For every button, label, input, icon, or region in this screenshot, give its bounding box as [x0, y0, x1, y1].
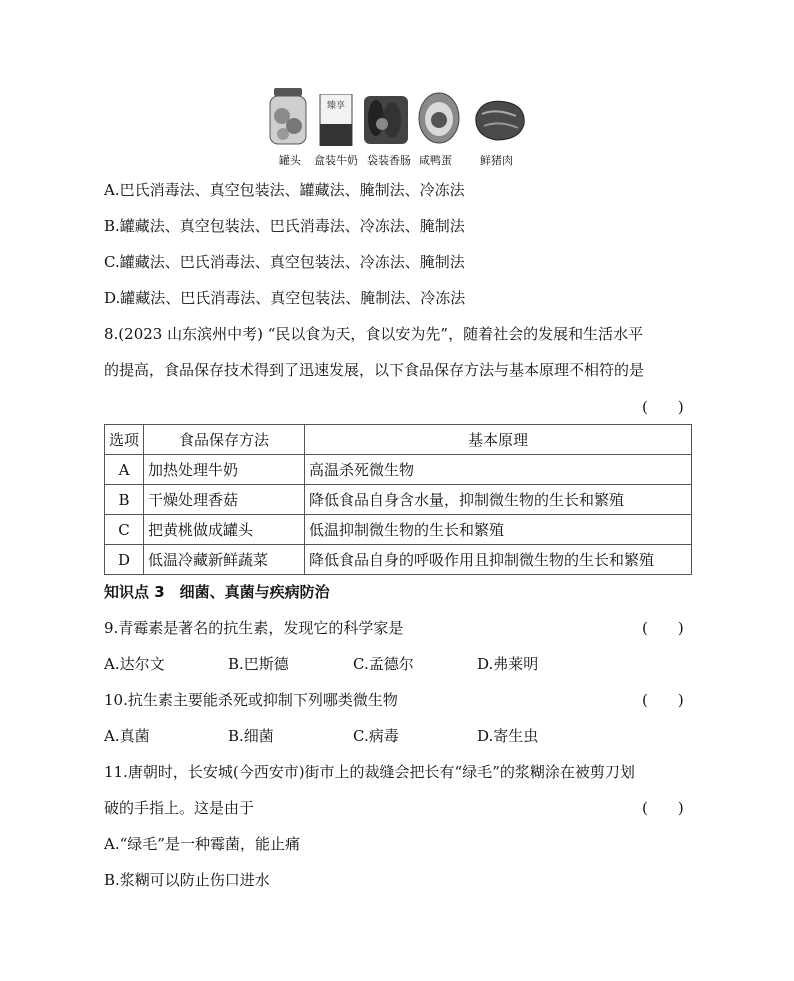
caption-egg: 咸鸭蛋 [419, 154, 452, 167]
table-header-row [105, 425, 692, 455]
q10-answer-bracket: ( ) [642, 691, 684, 709]
q10-option-c: C.病毒 [353, 727, 399, 745]
table-header-cell: 基本原理 [305, 425, 692, 455]
table-cell: 降低食品自身的呼吸作用且抑制微生物的生长和繁殖 [305, 545, 692, 575]
q8-answer-bracket: ( ) [642, 398, 684, 416]
q8-stem-line1: 8.(2023 山东滨州中考) “民以食为天，食以安为先”，随着社会的发展和生活水平 [104, 325, 644, 343]
table-cell: 降低食品自身含水量，抑制微生物的生长和繁殖 [305, 485, 692, 515]
q10-option-a: A.真菌 [104, 727, 150, 745]
table-cell: 低温抑制微生物的生长和繁殖 [305, 515, 692, 545]
q9-answer-bracket: ( ) [642, 619, 684, 637]
q10-option-d: D.寄生虫 [477, 727, 539, 745]
table-row [105, 455, 692, 485]
boxed-milk-image [318, 94, 354, 146]
table-cell: 把黄桃做成罐头 [144, 515, 305, 545]
q7-option-b: B.罐藏法、真空包装法、巴氏消毒法、冷冻法、腌制法 [104, 217, 465, 235]
q8-stem-line2: 的提高，食品保存技术得到了迅速发展，以下食品保存方法与基本原理不相符的是 [104, 361, 645, 379]
table-cell: D [105, 545, 144, 575]
q9-option-c: C.孟德尔 [353, 655, 414, 673]
q11-stem-line2: 破的手指上。这是由于 [104, 799, 255, 817]
caption-canned: 罐头 [279, 154, 301, 167]
q11-stem-line1: 11.唐朝时，长安城(今西安市)街市上的裁缝会把长有“绿毛”的浆糊涂在被剪刀划 [104, 763, 635, 781]
table-row [105, 515, 692, 545]
fresh-pork-image [472, 96, 528, 144]
q10-option-b: B.细菌 [228, 727, 274, 745]
food-images-figure [266, 86, 536, 166]
table-header-cell: 食品保存方法 [144, 425, 305, 455]
q9-stem: 9.青霉素是著名的抗生素，发现它的科学家是 [104, 619, 404, 637]
q7-option-d: D.罐藏法、巴氏消毒法、真空包装法、腌制法、冷冻法 [104, 289, 466, 307]
q11-option-a: A.“绿毛”是一种霉菌，能止痛 [104, 835, 300, 853]
caption-milk: 盒装牛奶 [314, 154, 358, 167]
canned-peach-jar-image [268, 88, 308, 146]
salted-duck-egg-image [416, 90, 462, 144]
q11-option-b: B.浆糊可以防止伤口进水 [104, 871, 270, 889]
q7-option-c: C.罐藏法、巴氏消毒法、真空包装法、冷冻法、腌制法 [104, 253, 465, 271]
table-cell: A [105, 455, 144, 485]
section-heading: 知识点 3 细菌、真菌与疾病防治 [104, 583, 330, 601]
table-cell: 高温杀死微生物 [305, 455, 692, 485]
table-cell: C [105, 515, 144, 545]
q8-table [104, 424, 692, 575]
table-cell: B [105, 485, 144, 515]
q9-option-a: A.达尔文 [104, 655, 165, 673]
milk-brand-text: 臻享 [326, 101, 346, 111]
q10-stem: 10.抗生素主要能杀死或抑制下列哪类微生物 [104, 691, 398, 709]
caption-pork: 鲜猪肉 [480, 154, 513, 167]
table-header-cell: 选项 [105, 425, 144, 455]
q11-answer-bracket: ( ) [642, 799, 684, 817]
q7-option-a: A.巴氏消毒法、真空包装法、罐藏法、腌制法、冷冻法 [104, 181, 465, 199]
table-cell: 干燥处理香菇 [144, 485, 305, 515]
table-cell: 加热处理牛奶 [144, 455, 305, 485]
bagged-sausage-image [362, 92, 410, 146]
table-cell: 低温冷藏新鲜蔬菜 [144, 545, 305, 575]
table-row [105, 485, 692, 515]
q9-option-d: D.弗莱明 [477, 655, 539, 673]
caption-sausage: 袋装香肠 [367, 154, 411, 167]
table-row [105, 545, 692, 575]
q9-option-b: B.巴斯德 [228, 655, 289, 673]
